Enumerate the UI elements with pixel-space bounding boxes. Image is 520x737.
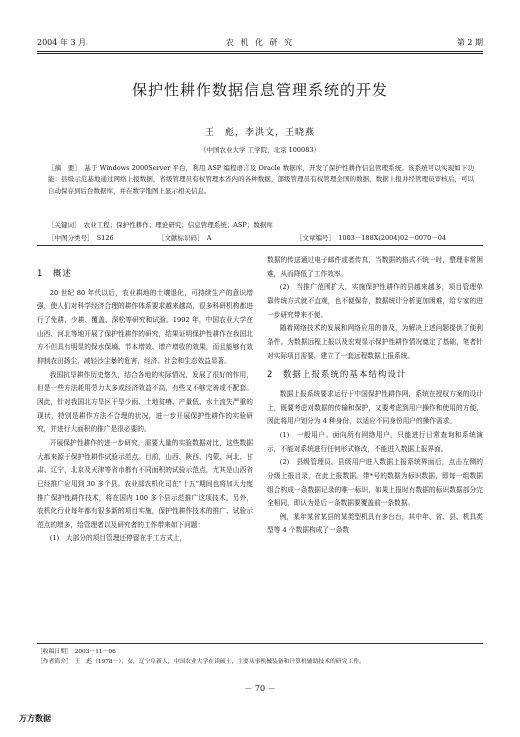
page-number: － 70 － (244, 684, 276, 693)
paragraph: 开展保护性耕作的进一步研究，需要大量的实验数据对比，这些数据大都来源于保护性耕作试验示范点。目前，山西、陕西、内蒙、河北、甘肃、辽宁，北京及天津等省市都有不同面积的试验示范点，尤其是山西省已经推广应用到 30 多个县。农业部农机化司在“十五”期间也将加大力度推广保护性耕作技术，将在国内 100 多个县示范推广这项技术。另外，农机化行业每年都有很多新的项目实施，保护性耕作技术的推广、试验示范点的增多，给管理者以及研究者的工作带来如下问题： (37, 438, 253, 529)
paragraph: (2) 当推广范围扩大，实施保护性耕作的县越来越多，项目管理单靠传统方式就不直观，也不便保存，数据统计分析更加困难，给专家的进一步研究带来不便。 (267, 283, 483, 319)
keywords: ［关键词］ 农业工程；保护性耕作；理论研究；信息管理系统；ASP；数据库 (48, 221, 273, 229)
paragraph: 例，某年某省某县的某类型机具有多台台，其中年、省、县、机具类型等 4 个数据构成了一条数 (267, 512, 483, 535)
paragraph: (2) 县级管理员。县级用户进入数据上报系统界面后，点击左侧的分级上报目录，在此上报数据。带*号的数据为标识数据，即每一组数据组合构成一条数据记录的唯一标识，如果上报时有数据的标识数据部分完全相同，即认为是后一条数据要覆盖前一条数据。 (267, 458, 483, 508)
article-title: 保护性耕作数据信息管理系统的开发 (131, 81, 388, 99)
paragraph: 数据的传送通过电子邮件或者传真，当数据的格式不统一时，整理非常困难，从而降低了工作效率。 (267, 256, 483, 278)
article-number: ［文章编号］ 1003－188X(2004)02－0070－04 (296, 234, 447, 242)
header-journal: 农 机 化 研 究 (225, 38, 295, 47)
watermark-logo: 万方数据 (19, 714, 51, 723)
paragraph: 我国抗旱耕作历史悠久，结合各地的实际情况，发展了很好的作用，但是一些方法耗用劳力太多或经济效益不高，有些又不够完善或不配套。因此，针对我国北方旱区干旱少雨、土地贫瘠、产量低、水土流失严重的现状，特别是耕作方法不合理的状况，进一步开展保护性耕作的实验研究，并进行大面积的推广是很必要的。 (37, 370, 253, 434)
header-rule (37, 51, 483, 54)
header-date: 2004 年 3 月 (37, 38, 87, 47)
paragraph: (1) 大部分的项目管理还停留在手工方式上， (49, 534, 187, 543)
footnote (37, 647, 483, 667)
section-heading: 2 数据上报系统的基本结构设计 (267, 370, 407, 381)
clc-number: ［中图分类号］ S126 (48, 234, 114, 242)
paragraph: 数据上报系统要求运行于中国保护性耕作网，系统在授权方案的设计上，既要考虑对数据的传输和保护，又要考虑到用户操作和使用的方便，因此将用户划分为 4 种身份，以适应不同身份用户的操作需求。 (267, 389, 483, 426)
abstract: ［摘 要］ 基于 Windows 2000Server 平台，利用 ASP 编程语言及 Oracle 数据库，开发了保护性耕作信息管理系统。该系统可以实现如下功能：县级示范基地通过网络上报数据，省级管理员有权管理本省内的各种数据，部级管理员有权管理全国的数据，数据上报并经管理员审核后，可以自动保存到后台数据库，并在数字地图上显示相关信息。 (48, 164, 474, 195)
section-heading: 1 概述 (37, 269, 72, 279)
author-list: 王 彪，李洪文，王晓燕 (204, 128, 315, 138)
paragraph: 20 世纪 80 年代以后，农业耕地的土壤退化，可持续生产的意识增强，使人们对科学经济合理的耕作体系要求越来越高，很多科研机构都进行了免耕、少耕、覆盖、深松等研究和试验。1992 年，中国农业大学在山西、河北等地开展了保护性耕作的研究，结果证明保护性耕作在我国北方不但具有明显的保水保墒、节本增效、增产增收的效果，而且能够有效抑制农田扬尘，减轻沙尘暴的危害，经济、社会和生态效益显著。 (37, 288, 253, 365)
header-issue: 第 2 期 (456, 38, 483, 47)
paragraph: (1) 一般用户。面向所有网络用户，只能进行日常查询和系统演示，不能对系统进行任何形式修改，不能进入数据上报界面。 (267, 430, 483, 453)
left-column (37, 262, 253, 546)
right-column (267, 254, 483, 538)
paragraph: 随着网络技术的发展和网络应用的普及，为解决上述问题提供了便利条件。为数据远程上报以及宏观显示保护性耕作情况奠定了基础，笔者针对实际项目需要，建立了一套远程数据上报系统。 (267, 324, 483, 360)
document-code: ［文献标识码］ A (158, 234, 212, 242)
author-bio: ［作者简介］ 王 彪（1978－），女，辽宁阜新人，中国农业大学在读硕士，主要从事机械装备和计算机辅助技术的研究工作。 (37, 659, 365, 665)
received-date: ［收稿日期］ 2003－11－06 (37, 649, 116, 655)
abstract-rule (37, 245, 483, 246)
running-header (37, 37, 483, 51)
affiliation: （中国农业大学 工学院，北京 100083） (200, 146, 320, 154)
footnote-rule (37, 643, 483, 644)
